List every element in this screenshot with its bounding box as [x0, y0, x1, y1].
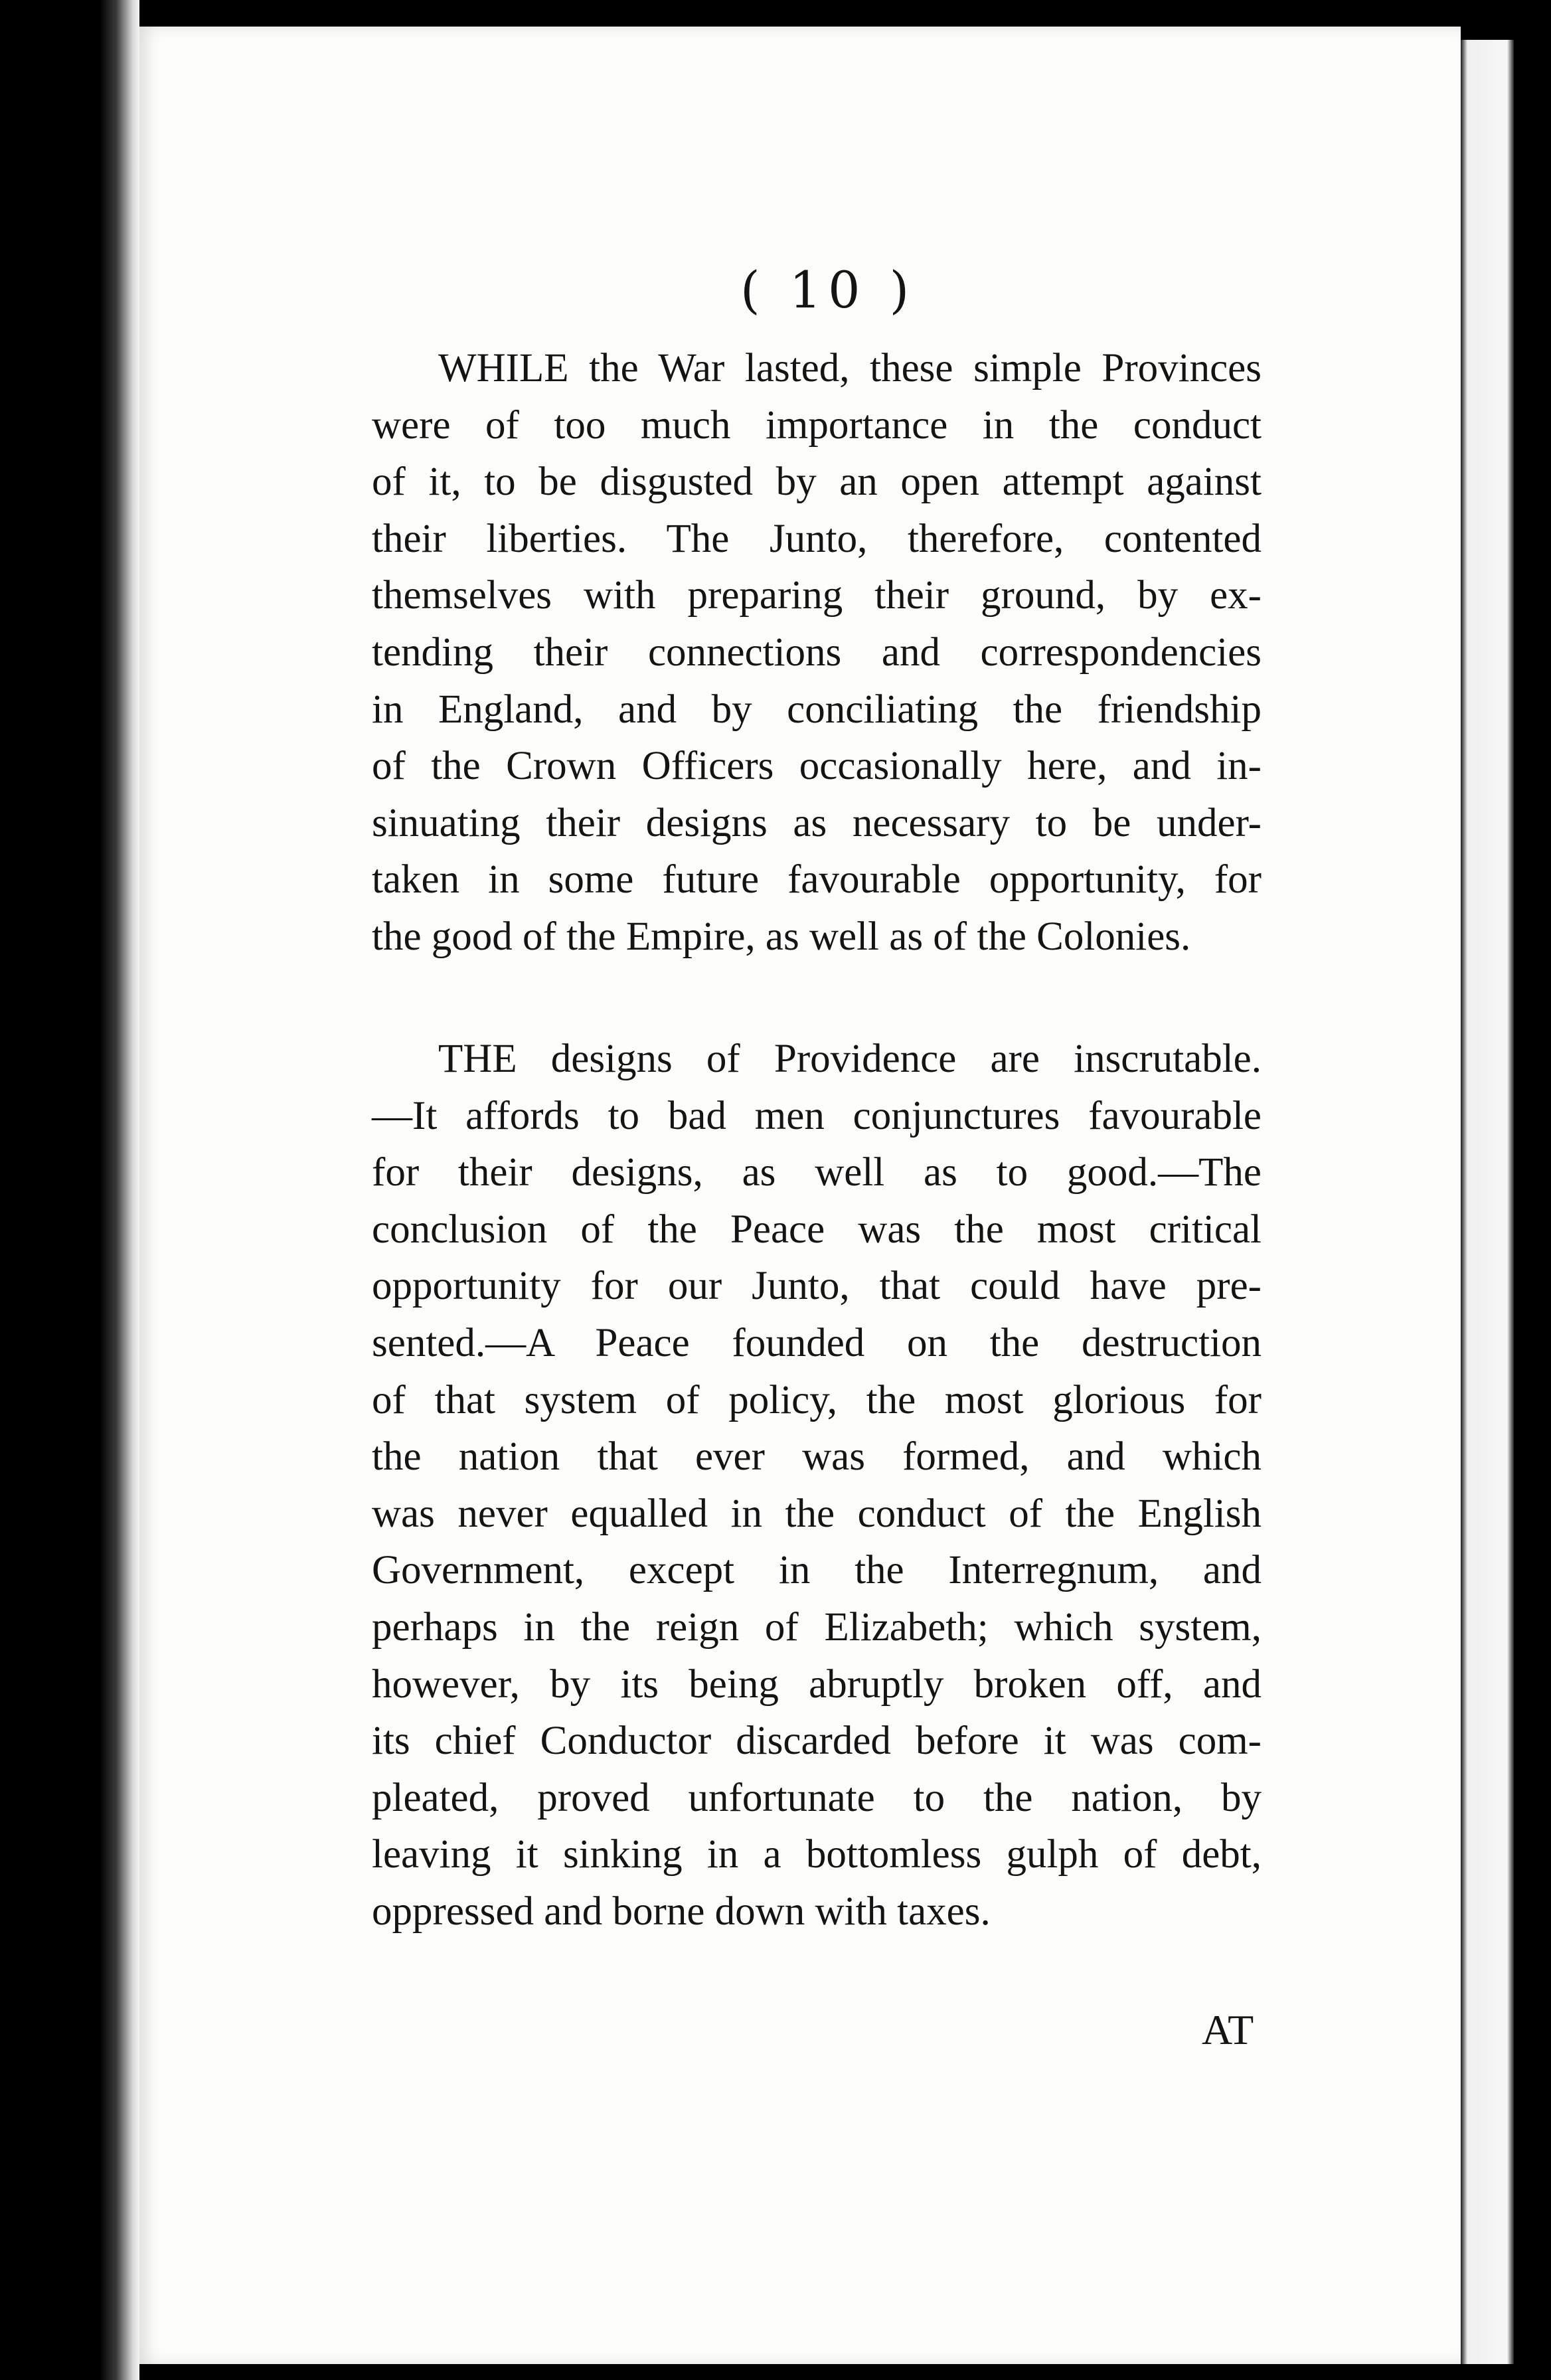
text-line: THE designs of Providence are inscrutable. [438, 1037, 1262, 1081]
text-line: in England, and by conciliating the friendship [372, 687, 1262, 732]
text-line: the nation that ever was formed, and which [372, 1434, 1262, 1480]
text-line: of the Crown Officers occasionally here, and in- [372, 744, 1262, 789]
catchword: AT [1202, 2006, 1254, 2053]
text-line: its chief Conductor discarded before it was com- [372, 1719, 1262, 1764]
text-line: of it, to be disgusted by an open attempt against [372, 460, 1262, 505]
text-line: opportunity for our Junto, that could have pre- [372, 1264, 1262, 1309]
text-line: conclusion of the Peace was the most critical [372, 1207, 1262, 1252]
text-line: was never equalled in the conduct of the English [372, 1491, 1262, 1536]
text-line: perhaps in the reign of Elizabeth; which system, [372, 1604, 1262, 1650]
paragraph-2 [372, 1031, 1262, 1940]
text-line: themselves with preparing their ground, by ex- [372, 573, 1262, 618]
facing-page-edge [1461, 40, 1514, 2364]
text-line: pleated, proved unfortunate to the nation, by [372, 1775, 1262, 1820]
binding-gutter [0, 0, 139, 2380]
text-line: sented.—A Peace founded on the destruction [372, 1320, 1262, 1365]
text-line: of that system of policy, the most glorious for [372, 1377, 1262, 1422]
text-line: tending their connections and correspondencies [372, 630, 1262, 675]
text-line: their liberties. The Junto, therefore, contented [372, 516, 1262, 561]
text-line: —It affords to bad men conjunctures favourable [372, 1093, 1262, 1138]
text-line: the good of the Empire, as well as of the Colonies. [372, 914, 1191, 959]
text-line: leaving it sinking in a bottomless gulph of debt, [372, 1832, 1262, 1877]
text-line: for their designs, as well as to good.—The [372, 1150, 1262, 1195]
text-line: sinuating their designs as necessary to be under- [372, 800, 1262, 845]
text-line: WHILE the War lasted, these simple Provinces [438, 346, 1262, 390]
text-line: however, by its being abruptly broken off, and [372, 1661, 1262, 1707]
page-number: ( 10 ) [740, 260, 916, 319]
text-line: were of too much importance in the conduct [372, 402, 1262, 448]
paragraph-1 [372, 340, 1262, 966]
scan-border [1514, 0, 1551, 2380]
text-line: taken in some future favourable opportunity, for [372, 857, 1262, 902]
text-line: Government, except in the Interregnum, and [372, 1548, 1262, 1593]
text-line: oppressed and borne down with taxes. [372, 1889, 991, 1934]
